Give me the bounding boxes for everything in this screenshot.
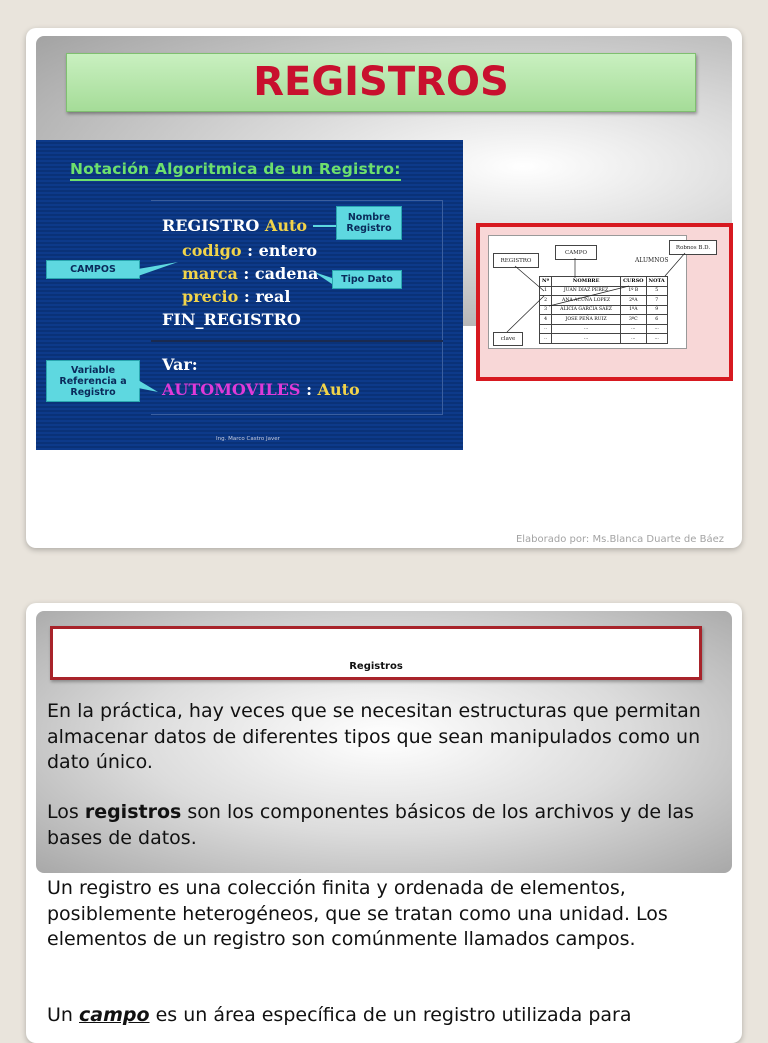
code-var: Var: <box>162 355 198 374</box>
registro-diagram-panel <box>476 223 733 381</box>
label-clave: clave <box>493 332 523 346</box>
code-field-precio: precio : real <box>182 287 291 306</box>
notation-credit: Ing. Marco Castro Javer <box>216 436 280 442</box>
slide-registros-1 <box>26 28 742 548</box>
callout-nombre-registro: Nombre Registro <box>336 206 402 240</box>
table-row: 2 ANA ACUNA LOPEZ 2ºA 7 <box>540 296 668 306</box>
slide-title: REGISTROS <box>66 53 696 112</box>
label-campo: CAMPO <box>555 245 597 260</box>
diagram-arrows <box>489 236 686 348</box>
code-registro-line: REGISTRO Auto <box>162 216 308 235</box>
code-var-decl: AUTOMOVILES : Auto <box>162 380 360 399</box>
code-fin-registro: FIN_REGISTRO <box>162 310 301 329</box>
notation-heading: Notación Algoritmica de un Registro: <box>70 160 401 178</box>
table-header-row: Nº NOMBRE CURSO NOTA <box>540 277 668 287</box>
callout-tipo-dato: Tipo Dato <box>332 270 402 289</box>
label-bd: Robnos B.D. <box>669 240 717 255</box>
slide-footer: Elaborado por: Ms.Blanca Duarte de Báez <box>515 534 724 545</box>
callout-variable-referencia: Variable Referencia a Registro <box>46 360 140 402</box>
paragraph-2: Los registros son los componentes básicos de los archivos y de las bases de datos. <box>47 801 694 849</box>
paragraph-1: En la práctica, hay veces que se necesitan estructuras que permitan almacenar datos de diferentes tipos que sean manipulados como un dato único. <box>47 700 701 773</box>
label-alumnos: ALUMNOS <box>635 257 669 264</box>
callout-arrows <box>36 140 463 450</box>
paragraph-4: Un campo es un área específica de un registro utilizada para <box>47 1004 632 1026</box>
paragraph-3: Un registro es una colección finita y ordenada de elementos, posiblemente heterogéneos, que se tratan como una unidad. Los elementos de un registro son comúnmente llamados campos. <box>47 877 668 950</box>
code-field-codigo: codigo : entero <box>182 241 318 260</box>
slide-label-box <box>50 626 702 680</box>
callout-campos: CAMPOS <box>46 260 140 279</box>
table-row: 3 ALICIA GARCIA SAEZ 1ºA 9 <box>540 305 668 315</box>
slide-label: Registros <box>349 661 403 672</box>
registro-diagram <box>488 235 711 349</box>
table-row: 4 JOSE PEÑA RUIZ 3ºC 6 <box>540 315 668 325</box>
label-registro: REGISTRO <box>493 253 539 268</box>
slide-registros-2 <box>26 603 742 1043</box>
code-field-marca: marca : cadena <box>182 264 319 283</box>
table-row: 1 JUAN DIAZ PEREZ 1º B 5 <box>540 286 668 296</box>
table-row: .. ... ... ... <box>540 334 668 344</box>
table-row: .. ... ... ... <box>540 324 668 334</box>
notation-image <box>36 140 463 450</box>
